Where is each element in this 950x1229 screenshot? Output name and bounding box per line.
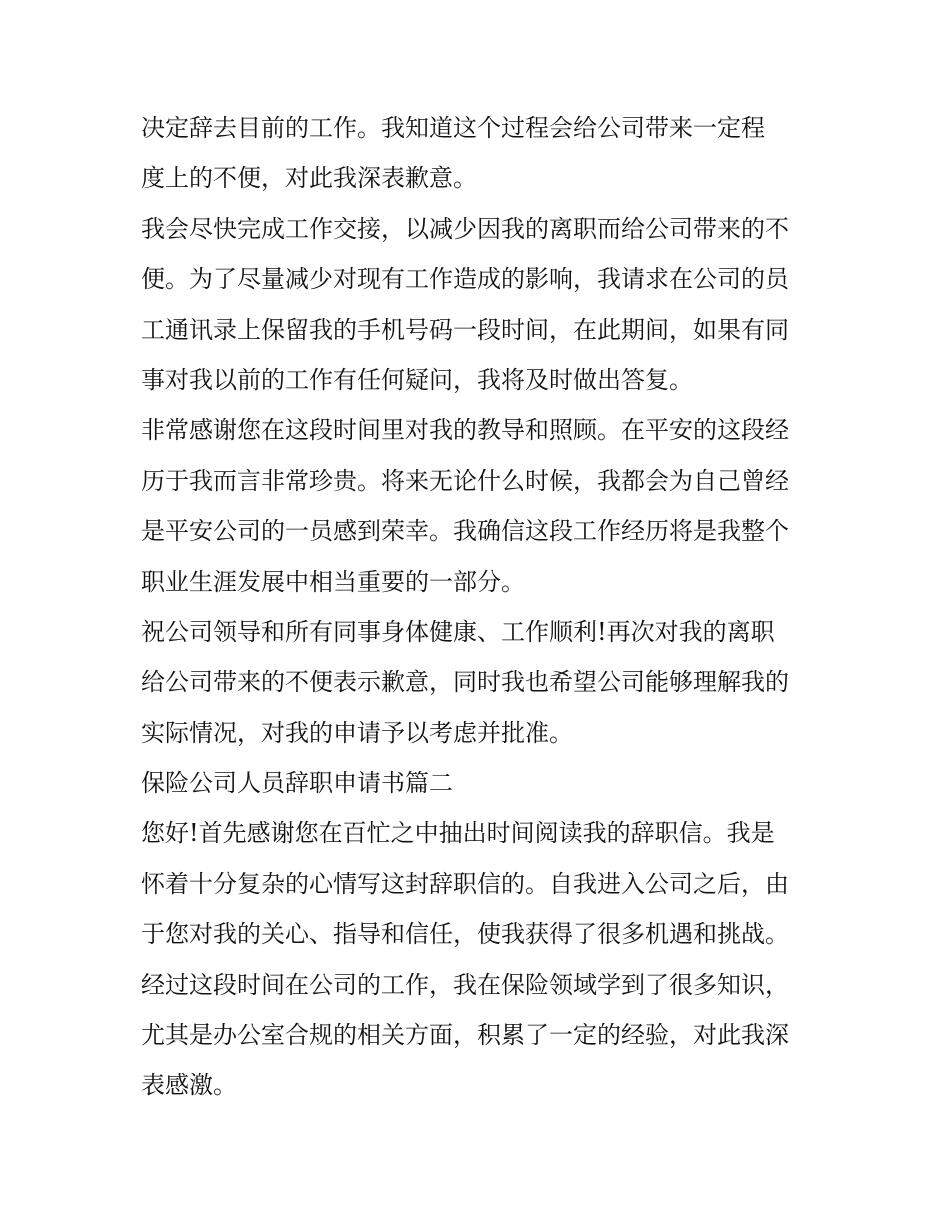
text-line: 职业生涯发展中相当重要的一部分。 [141,567,525,596]
text-line: 表感激。 [141,1071,237,1100]
text-line: 历于我而言非常珍贵。将来无论什么时候，我都会为自己曾经 [141,466,789,495]
text-line: 祝公司领导和所有同事身体健康、工作顺利!再次对我的离职 [141,617,775,646]
text-line: 非常感谢您在这段时间里对我的教导和照顾。在平安的这段经 [141,416,789,445]
document-body [141,103,821,1111]
section-heading: 保险公司人员辞职申请书篇二 [141,769,453,798]
text-line: 给公司带来的不便表示歉意，同时我也希望公司能够理解我的 [141,668,789,697]
text-line: 您好!首先感谢您在百忙之中抽出时间阅读我的辞职信。我是 [141,819,775,848]
text-line: 是平安公司的一员感到荣幸。我确信这段工作经历将是我整个 [141,517,789,546]
text-line: 经过这段时间在公司的工作，我在保险领域学到了很多知识， [141,970,789,999]
text-line: 事对我以前的工作有任何疑问，我将及时做出答复。 [141,365,693,394]
text-line: 工通讯录上保留我的手机号码一段时间，在此期间，如果有同 [141,315,789,344]
text-line: 尤其是办公室合规的相关方面，积累了一定的经验，对此我深 [141,1021,789,1050]
text-line: 便。为了尽量减少对现有工作造成的影响，我请求在公司的员 [141,265,789,294]
text-line: 于您对我的关心、指导和信任，使我获得了很多机遇和挑战。 [141,920,789,949]
text-line: 决定辞去目前的工作。我知道这个过程会给公司带来一定程 [141,114,765,142]
text-line: 度上的不便，对此我深表歉意。 [141,164,477,193]
text-line: 我会尽快完成工作交接，以减少因我的离职而给公司带来的不 [141,214,789,243]
text-line: 怀着十分复杂的心情写这封辞职信的。自我进入公司之后，由 [141,869,789,898]
text-line: 实际情况，对我的申请予以考虑并批准。 [141,718,573,747]
